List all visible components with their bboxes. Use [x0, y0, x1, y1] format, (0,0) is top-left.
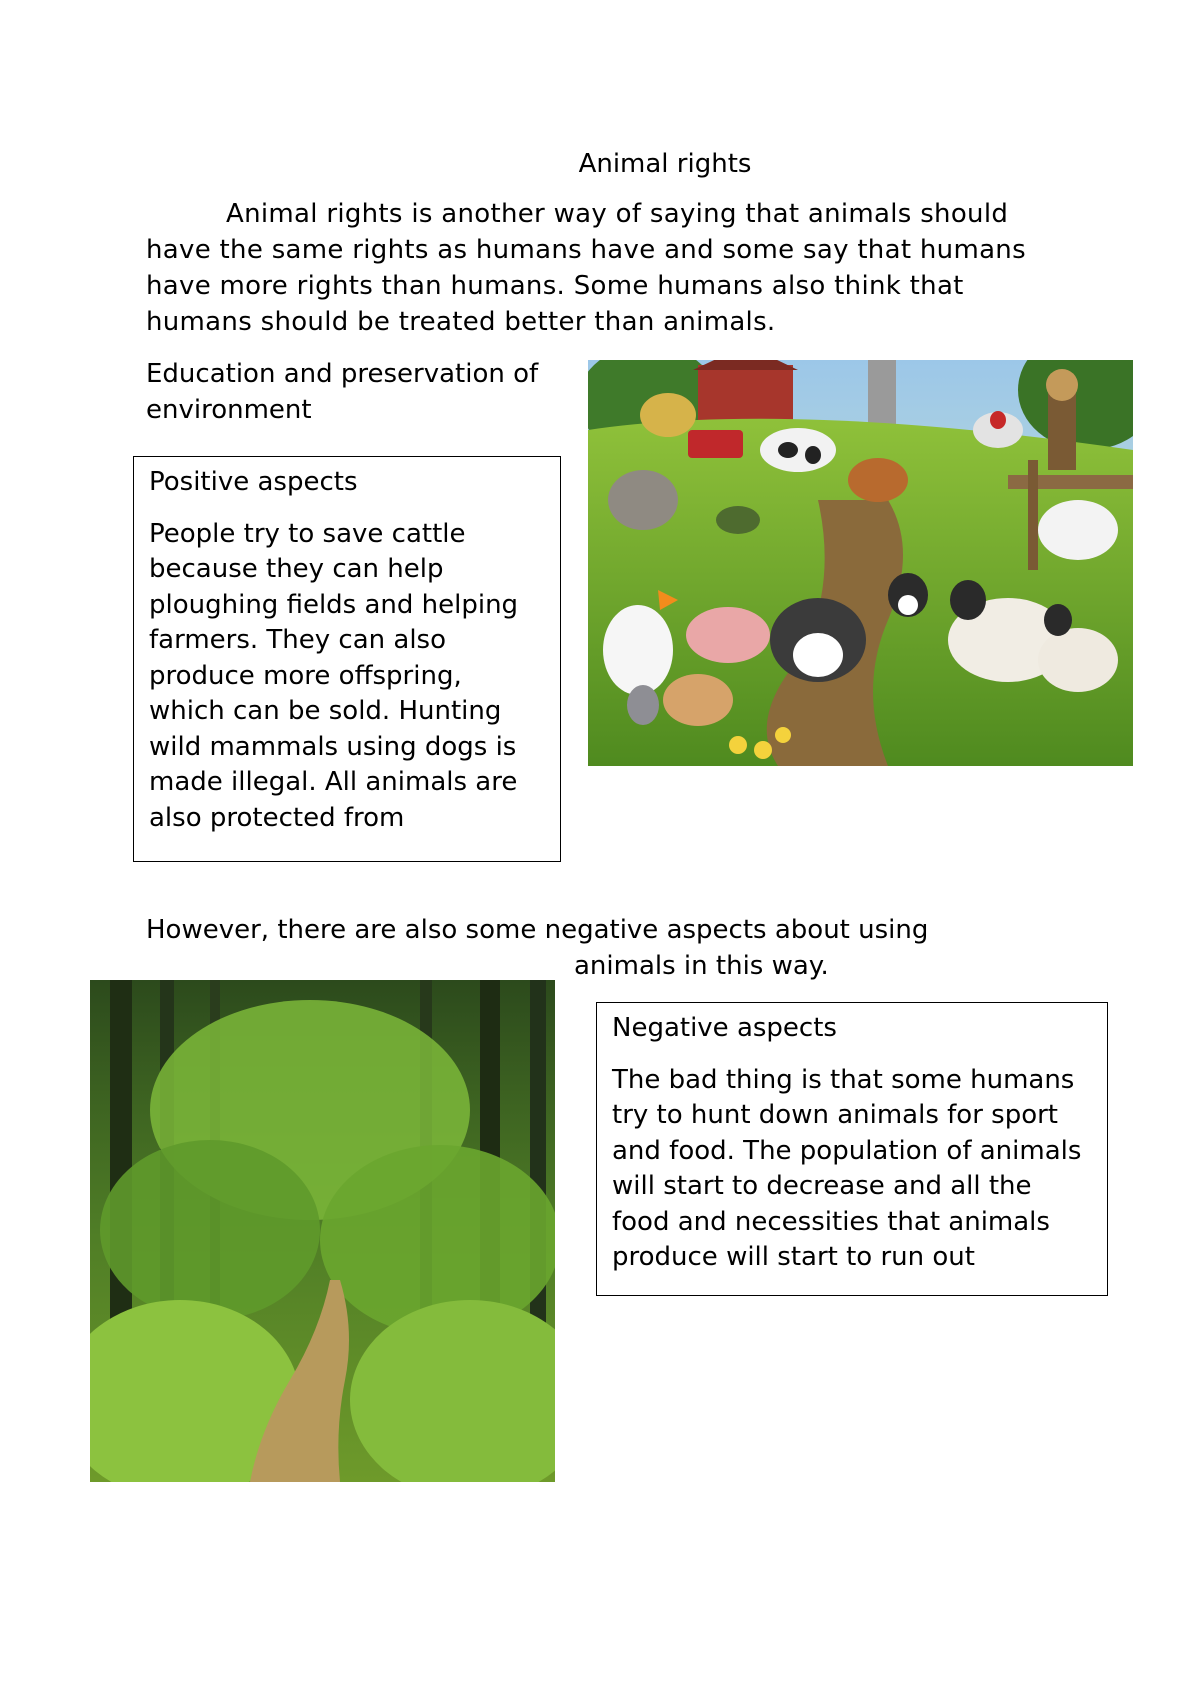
transition-line-1: However, there are also some negative aspects about using: [146, 915, 929, 945]
transition-line-2: animals in this way.: [574, 951, 829, 981]
document-title: Animal rights: [578, 149, 752, 179]
positive-aspects-textbox: [133, 456, 561, 862]
negative-aspects-heading: Negative aspects: [612, 1013, 837, 1043]
forest-path-image: [90, 980, 555, 1482]
negative-aspects-textbox: [596, 1002, 1108, 1296]
farm-animals-image: [588, 360, 1133, 766]
positive-aspects-heading: Positive aspects: [149, 467, 358, 497]
negative-aspects-body: The bad thing is that some humans try to hunt down animals for sport and food. The population of animals will start to decrease and all the food and necessities that animals produce will start to run out: [612, 1064, 1082, 1272]
transition-paragraph: [146, 912, 1066, 984]
section-subheading: Education and preservation of environment: [146, 359, 539, 425]
positive-aspects-body: People try to save cattle because they can help ploughing fields and helping farmers. They can also produce more offspring, which can be sold. Hunting wild mammals using dogs is made illegal. All animals are also protected from: [149, 518, 519, 833]
intro-paragraph: Animal rights is another way of saying that animals should have the same rights as humans have and some say that humans have more rights than humans. Some humans also think that humans should be treated better than animals.: [146, 199, 1026, 337]
